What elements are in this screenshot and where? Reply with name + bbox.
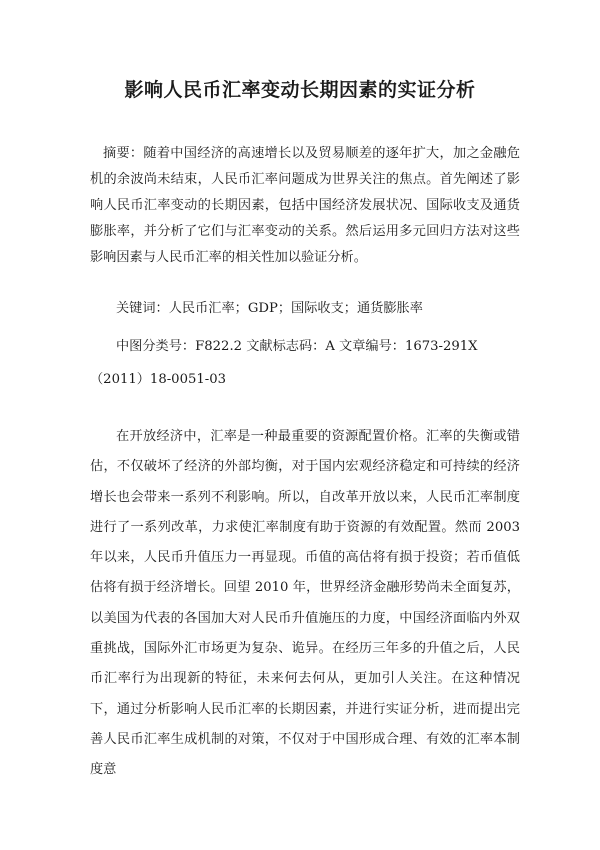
body-paragraph: 在开放经济中，汇率是一种最重要的资源配置价格。汇率的失衡或错估，不仅破坏了经济的外部均衡，对于国内宏观经济稳定和可持续的经济增长也会带来一系列不利影响。所以，自改革开放以来，人民币汇率制度进行了一系列改革，力求使汇率制度有助于资源的有效配置。然而 2003 年以来，人民币升值压力一再显现。币值的高估将有损于投资；若币值低估将有损于经济增长。回望 2010 年，世界经济金融形势尚未全面复苏，以美国为代表的各国加大对人民币升值施压的力度，中国经济面临内外双重挑战，国际外汇市场更为复杂、诡异。在经历三年多的升值之后，人民币汇率行为出现新的特征，未来何去何从，更加引人关注。在这种情况下，通过分析影响人民币汇率的长期因素，并进行实证分析，进而提出完善人民币汇率生成机制的对策，不仅对于中国形成合理、有效的汇率本制度意	[90, 429, 520, 778]
keywords-text: 人民币汇率；GDP；国际收支；通货膨胀率	[168, 301, 423, 316]
abstract	[90, 141, 520, 271]
keywords-label: 关键词：	[116, 301, 169, 316]
document-title: 影响人民币汇率变动长期因素的实证分析	[124, 79, 476, 101]
abstract-label: 摘要：	[103, 146, 144, 161]
keywords	[90, 296, 520, 322]
classification-info: 中图分类号：F822.2 文献标志码：A 文章编号：1673-291X（2011）18-0051-03	[90, 339, 478, 387]
abstract-text: 随着中国经济的高速增长以及贸易顺差的逐年扩大，加之金融危机的余波尚未结束，人民币汇率问题成为世界关注的焦点。首先阐述了影响人民币汇率变动的长期因素，包括中国经济发展状况、国际收支及通货膨胀率，并分析了它们与汇率变动的关系。然后运用多元回归方法对这些影响因素与人民币汇率的相关性加以验证分析。	[90, 146, 521, 265]
